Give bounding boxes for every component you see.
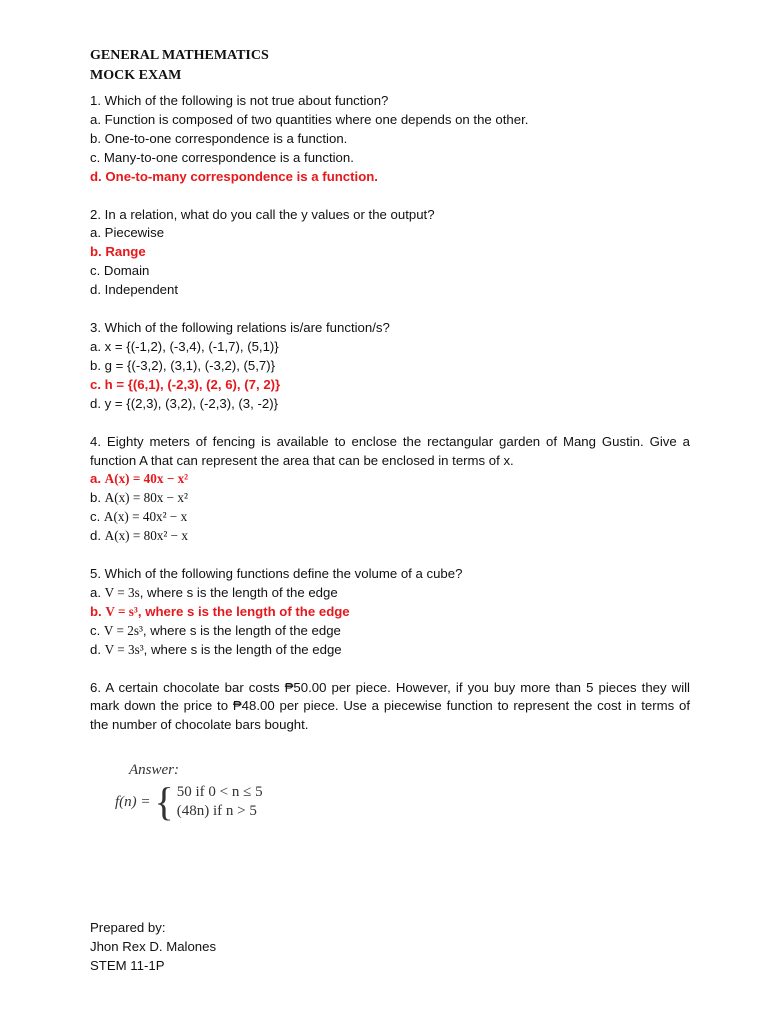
q2-option-a: a. Piecewise xyxy=(90,225,165,241)
exam-page xyxy=(90,46,690,735)
q6-question: 6. A certain chocolate bar costs ₱50.00 per piece. However, if you buy more than 5 pieces they will mark down the price to ₱48.00 per piece. Use a piecewise function to represent the cost in terms of the number of chocolate bars bought. xyxy=(90,679,690,733)
q5-d-expression: V = 3s³ xyxy=(104,641,144,657)
q1-option-c: c. Many-to-one correspondence is a function. xyxy=(90,149,354,165)
q4-question: 4. Eighty meters of fencing is available to enclose the rectangular garden of Mang Gustin. Give a function A that can represent the area that can be enclosed in terms of x. xyxy=(90,433,690,468)
doc-title-line2: MOCK EXAM xyxy=(90,68,182,83)
case-2: (48n) if n > 5 xyxy=(176,803,257,819)
case-1: 50 if 0 < n ≤ 5 xyxy=(176,784,263,800)
q5-question: 5. Which of the following functions define the volume of a cube? xyxy=(90,566,463,582)
q4-option-a-answer: a. A(x) = 40x − x² xyxy=(90,471,189,487)
q5-b-expression: V = s³ xyxy=(105,603,138,619)
answer-label: Answer: xyxy=(129,762,179,778)
q1-option-b: b. One-to-one correspondence is a function. xyxy=(90,130,348,146)
piecewise-function xyxy=(115,779,263,824)
q5-c-expression: V = 2s³ xyxy=(103,622,143,638)
q1-question: 1. Which of the following is not true about function? xyxy=(90,93,389,108)
q2-question: 2. In a relation, what do you call the y values or the output? xyxy=(90,206,435,222)
q5-option-c: c. V = 2s³, where s is the length of the edge xyxy=(90,622,341,638)
q4-option-b: b. A(x) = 80x − x² xyxy=(90,490,188,506)
q5-option-a: a. V = 3s, where s is the length of the edge xyxy=(90,584,338,600)
q5-a-expression: V = 3s xyxy=(104,584,140,600)
q5-option-b-answer: b. V = s³, where s is the length of the edge xyxy=(90,603,350,619)
q4-d-expression: A(x) = 80x² − x xyxy=(104,528,188,544)
q2-option-d: d. Independent xyxy=(90,282,178,298)
prepared-by-label: Prepared by: xyxy=(90,920,166,935)
q3-option-c-answer: c. h = {(6,1), (-2,3), (2, 6), (7, 2)} xyxy=(90,376,281,392)
brace-symbol: { xyxy=(154,779,174,824)
q1-option-d-answer: d. One-to-many correspondence is a function. xyxy=(90,168,378,184)
q4-option-c: c. A(x) = 40x² − x xyxy=(90,509,188,525)
q4-b-expression: A(x) = 80x − x² xyxy=(104,490,188,506)
function-lhs: f(n) = xyxy=(115,793,151,810)
q2-option-c: c. Domain xyxy=(90,263,150,279)
q3-option-d: d. y = {(2,3), (3,2), (-2,3), (3, -2)} xyxy=(90,395,278,411)
author-name: Jhon Rex D. Malones xyxy=(90,938,217,954)
q3-option-b: b. g = {(-3,2), (3,1), (-3,2), (5,7)} xyxy=(90,357,276,373)
q2-option-b-answer: b. Range xyxy=(90,244,146,260)
prepared-block xyxy=(90,919,216,976)
section-label: STEM 11-1P xyxy=(90,957,165,973)
doc-title-line1: GENERAL MATHEMATICS xyxy=(90,48,269,63)
q4-c-expression: A(x) = 40x² − x xyxy=(103,509,188,525)
q4-option-d: d. A(x) = 80x² − x xyxy=(90,528,188,544)
q3-option-a: a. x = {(-1,2), (-3,4), (-1,7), (5,1)} xyxy=(90,338,279,354)
q5-option-d: d. V = 3s³, where s is the length of the edge xyxy=(90,641,342,657)
q1-option-a: a. Function is composed of two quantities where one depends on the other. xyxy=(90,111,529,127)
q4-a-expression: A(x) = 40x − x² xyxy=(104,471,189,487)
answer-block xyxy=(115,762,263,824)
q3-question: 3. Which of the following relations is/are function/s? xyxy=(90,320,390,336)
cases xyxy=(177,783,263,821)
